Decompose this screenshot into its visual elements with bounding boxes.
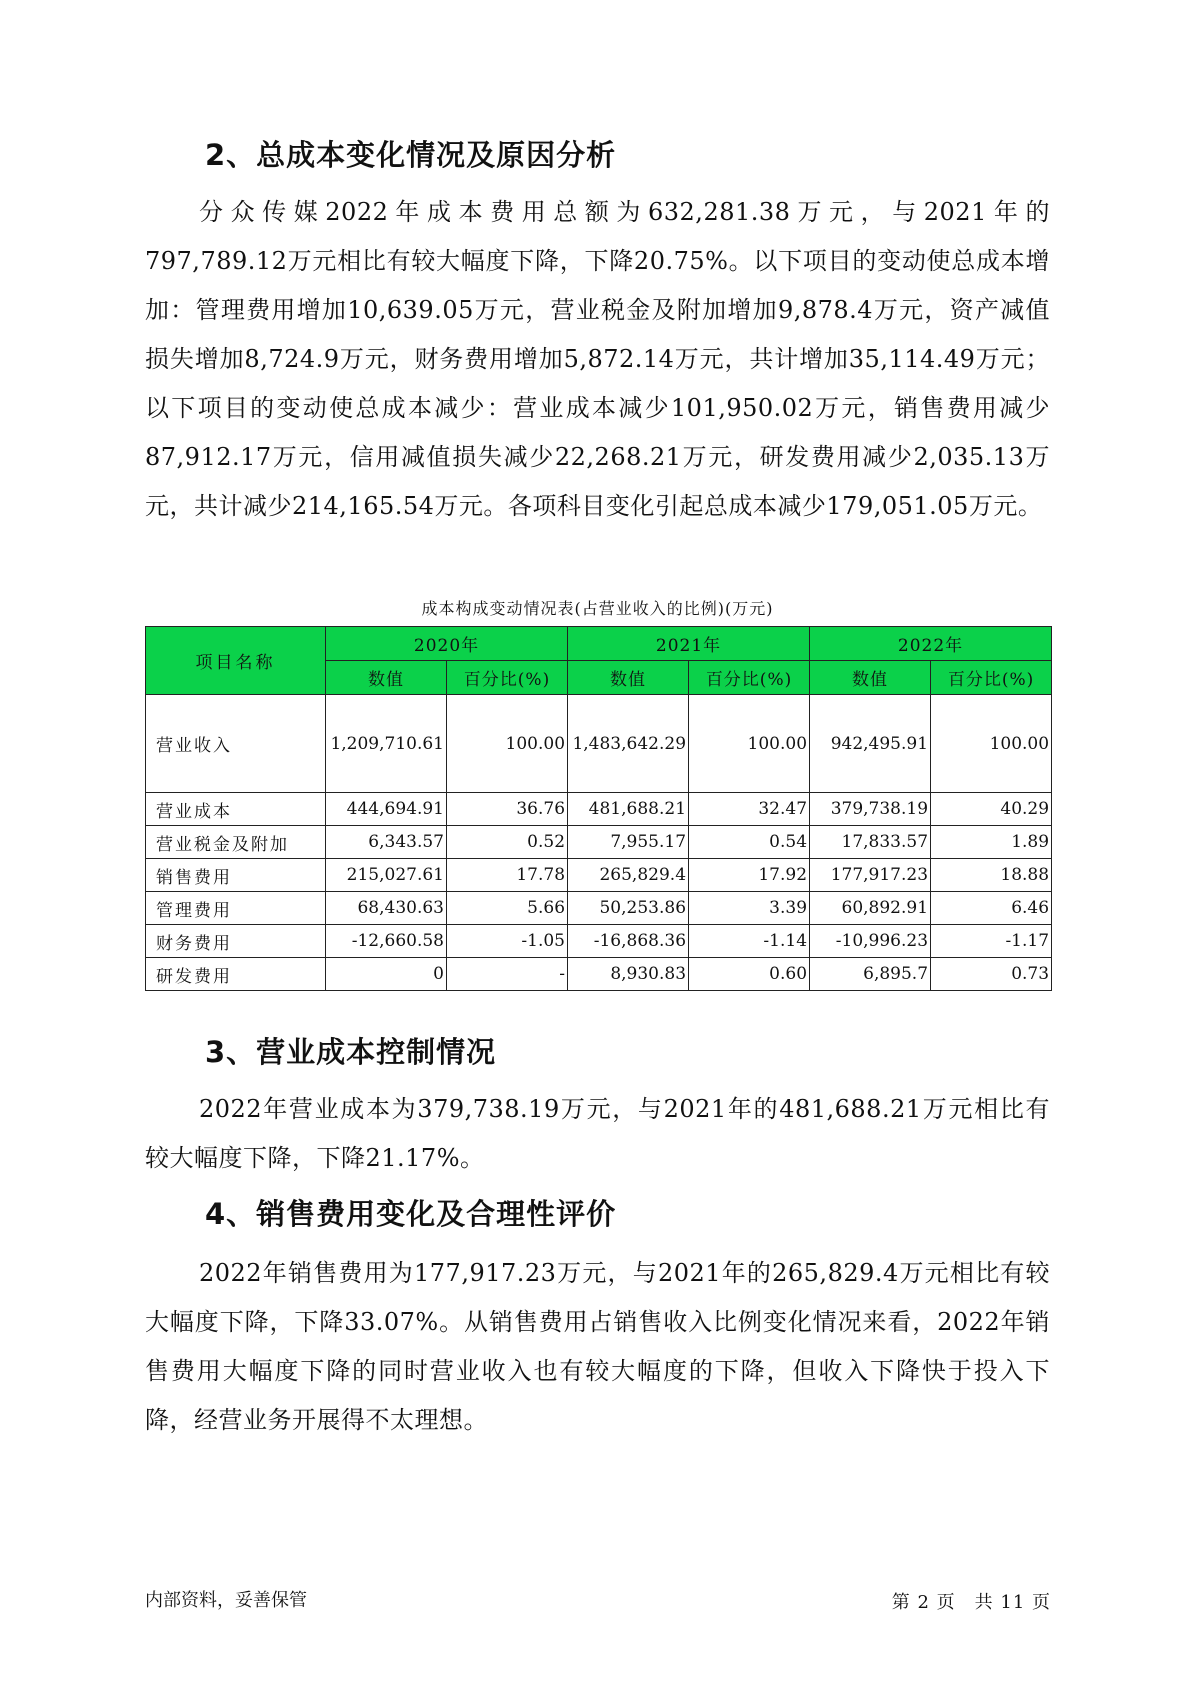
row-label: 营业税金及附加 <box>146 826 326 859</box>
header-year-2020: 2020年 <box>326 627 568 661</box>
cell-percent: 17.78 <box>447 859 568 892</box>
row-label: 管理费用 <box>146 892 326 925</box>
cell-percent: 100.00 <box>689 695 810 793</box>
row-label: 财务费用 <box>146 925 326 958</box>
cell-value: 177,917.23 <box>810 859 931 892</box>
header-year-2022: 2022年 <box>810 627 1052 661</box>
cell-percent: -1.05 <box>447 925 568 958</box>
cell-value: 265,829.4 <box>568 859 689 892</box>
cell-percent: 36.76 <box>447 793 568 826</box>
cell-percent: 32.47 <box>689 793 810 826</box>
cell-percent: 1.89 <box>931 826 1052 859</box>
cell-percent: - <box>447 958 568 991</box>
header-item-name: 项目名称 <box>146 627 326 695</box>
cell-percent: -1.14 <box>689 925 810 958</box>
row-label: 销售费用 <box>146 859 326 892</box>
row-label: 研发费用 <box>146 958 326 991</box>
header-percent: 百分比(%) <box>447 661 568 695</box>
cell-percent: 3.39 <box>689 892 810 925</box>
cell-value: 17,833.57 <box>810 826 931 859</box>
table-row <box>146 826 1052 859</box>
cell-percent: 6.46 <box>931 892 1052 925</box>
cell-percent: -1.17 <box>931 925 1052 958</box>
cell-value: -12,660.58 <box>326 925 447 958</box>
row-label: 营业成本 <box>146 793 326 826</box>
footer-page-number: 第 2 页 共 11 页 <box>891 1592 1051 1613</box>
header-percent: 百分比(%) <box>689 661 810 695</box>
cell-percent: 100.00 <box>931 695 1052 793</box>
cell-value: 50,253.86 <box>568 892 689 925</box>
cell-percent: 0.52 <box>447 826 568 859</box>
cell-value: -16,868.36 <box>568 925 689 958</box>
cell-value: 8,930.83 <box>568 958 689 991</box>
cell-value: 481,688.21 <box>568 793 689 826</box>
cell-percent: 100.00 <box>447 695 568 793</box>
header-year-2021: 2021年 <box>568 627 810 661</box>
header-value: 数值 <box>810 661 931 695</box>
cell-percent: 0.60 <box>689 958 810 991</box>
row-label: 营业收入 <box>146 695 326 793</box>
cell-value: -10,996.23 <box>810 925 931 958</box>
cell-value: 60,892.91 <box>810 892 931 925</box>
cell-value: 6,343.57 <box>326 826 447 859</box>
table-row <box>146 695 1052 793</box>
section-3-paragraph: 2022年营业成本为379,738.19万元，与2021年的481,688.21万元相比有较大幅度下降，下降21.17%。 <box>145 1095 1050 1172</box>
table-row <box>146 925 1052 958</box>
table-caption: 成本构成变动情况表(占营业收入的比例)(万元) <box>421 599 774 618</box>
cell-percent: 40.29 <box>931 793 1052 826</box>
cell-value: 68,430.63 <box>326 892 447 925</box>
section-4-heading: 4、销售费用变化及合理性评价 <box>205 1197 617 1231</box>
cell-value: 6,895.7 <box>810 958 931 991</box>
cost-structure-table <box>145 626 1052 991</box>
cell-value: 7,955.17 <box>568 826 689 859</box>
cell-value: 0 <box>326 958 447 991</box>
header-value: 数值 <box>326 661 447 695</box>
footer-confidential-note: 内部资料，妥善保管 <box>145 1590 307 1611</box>
cell-percent: 0.73 <box>931 958 1052 991</box>
cell-value: 215,027.61 <box>326 859 447 892</box>
cell-percent: 17.92 <box>689 859 810 892</box>
table-row <box>146 859 1052 892</box>
table-row <box>146 793 1052 826</box>
cell-value: 444,694.91 <box>326 793 447 826</box>
table-row <box>146 892 1052 925</box>
header-value: 数值 <box>568 661 689 695</box>
cell-percent: 18.88 <box>931 859 1052 892</box>
section-4-paragraph: 2022年销售费用为177,917.23万元，与2021年的265,829.4万元相比有较大幅度下降，下降33.07%。从销售费用占销售收入比例变化情况来看，2022年销售费用大幅度下降的同时营业收入也有较大幅度的下降，但收入下降快于投入下降，经营业务开展得不太理想。 <box>145 1259 1050 1434</box>
cell-percent: 0.54 <box>689 826 810 859</box>
cell-percent: 5.66 <box>447 892 568 925</box>
header-percent: 百分比(%) <box>931 661 1052 695</box>
table-row <box>146 958 1052 991</box>
section-2-paragraph: 分众传媒2022年成本费用总额为632,281.38万元，与2021年的797,789.12万元相比有较大幅度下降，下降20.75%。以下项目的变动使总成本增加：管理费用增加10,639.05万元，营业税金及附加增加9,878.4万元，资产减值损失增加8,724.9万元，财务费用增加5,872.14万元，共计增加35,114.49万元；以下项目的变动使总成本减少：营业成本减少101,950.02万元，销售费用减少87,912.17万元，信用减值损失减少22,268.21万元，研发费用减少2,035.13万元，共计减少214,165.54万元。各项科目变化引起总成本减少179,051.05万元。 <box>145 198 1050 520</box>
section-3-heading: 3、营业成本控制情况 <box>205 1035 497 1069</box>
cell-value: 942,495.91 <box>810 695 931 793</box>
section-2-heading: 2、总成本变化情况及原因分析 <box>205 138 617 172</box>
cell-value: 1,209,710.61 <box>326 695 447 793</box>
cell-value: 379,738.19 <box>810 793 931 826</box>
cell-value: 1,483,642.29 <box>568 695 689 793</box>
